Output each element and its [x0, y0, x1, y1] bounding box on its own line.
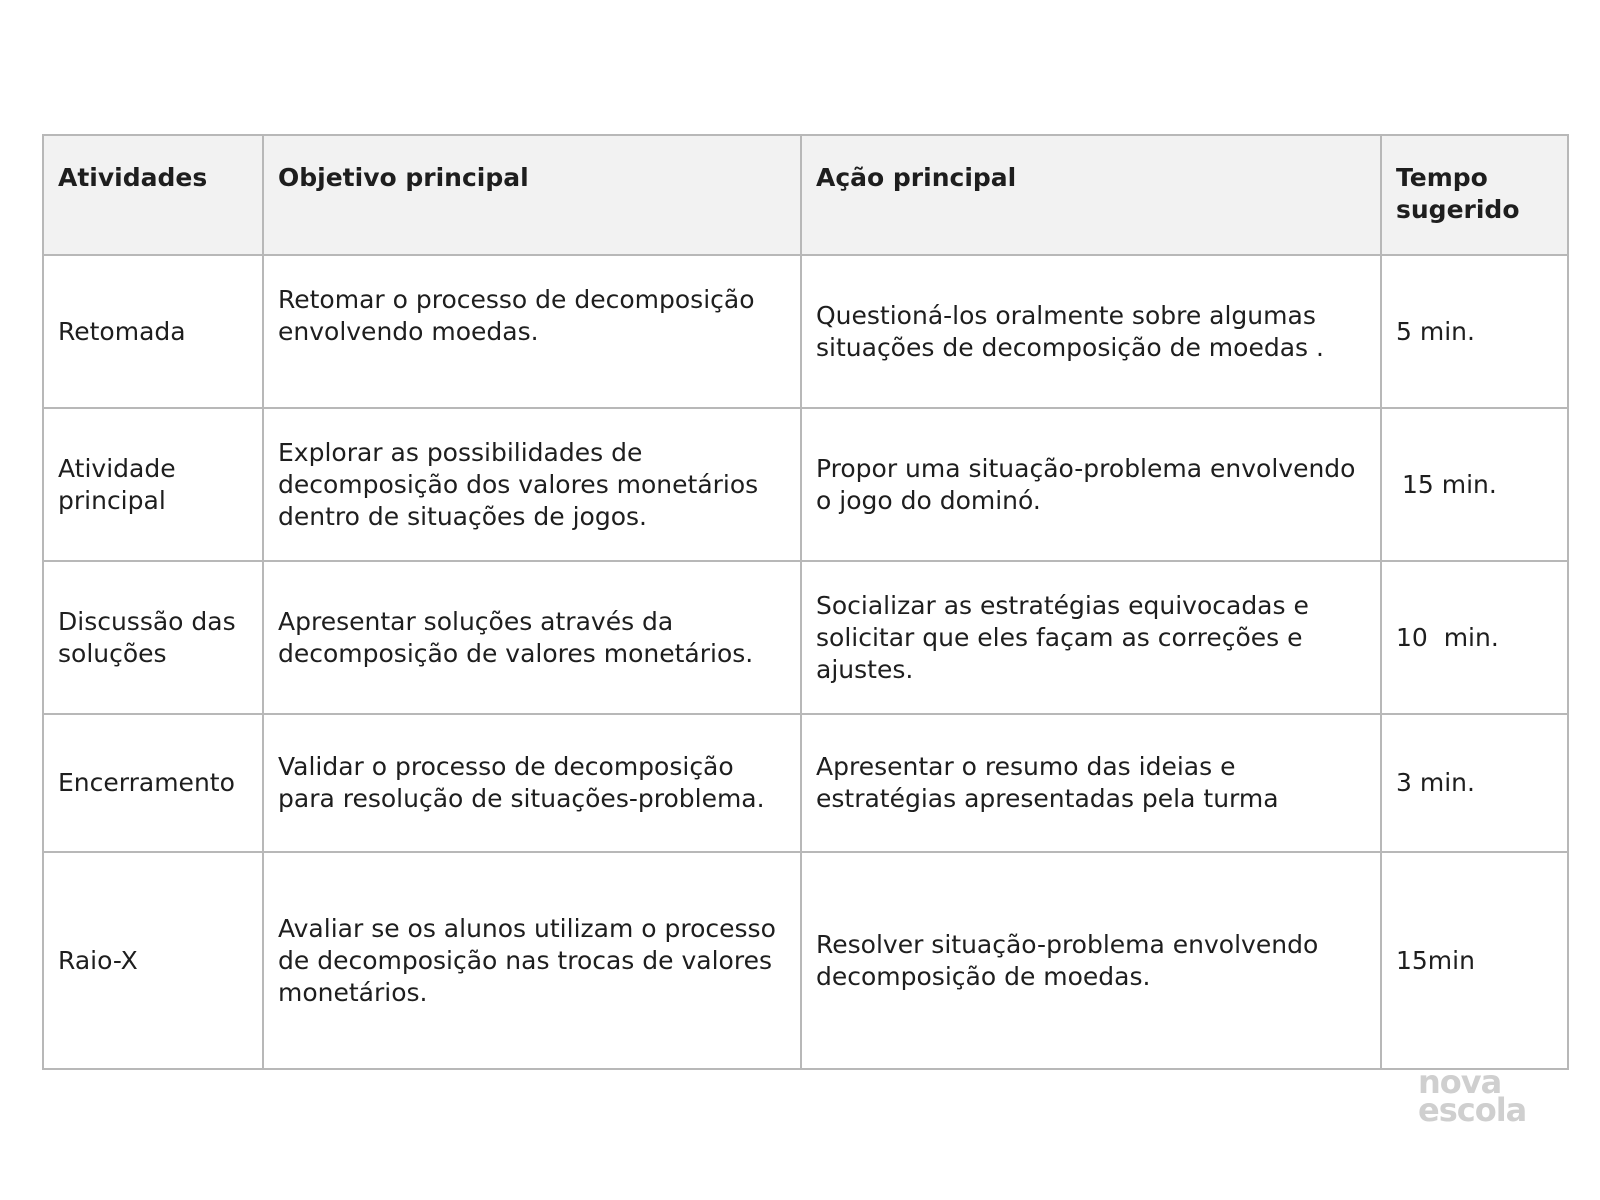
logo-line-2: escola	[1418, 1091, 1527, 1129]
table-row	[43, 408, 1568, 561]
header-acao: Ação principal	[801, 135, 1381, 255]
cell-tempo: 10 min.	[1381, 561, 1568, 714]
cell-acao: Socializar as estratégias equivocadas e solicitar que eles façam as correções e ajustes.	[801, 561, 1381, 714]
header-objetivo: Objetivo principal	[263, 135, 801, 255]
table-row	[43, 714, 1568, 852]
table-row	[43, 852, 1568, 1069]
cell-acao: Questioná-los oralmente sobre algumas situações de decomposição de moedas .	[801, 255, 1381, 408]
logo-line-1: nova	[1418, 1063, 1502, 1101]
nova-escola-logo	[1418, 1063, 1538, 1129]
cell-objetivo: Explorar as possibilidades de decomposição dos valores monetários dentro de situações de jogos.	[263, 408, 801, 561]
cell-atividade: Raio-X	[43, 852, 263, 1069]
cell-acao: Propor uma situação-problema envolvendo o jogo do dominó.	[801, 408, 1381, 561]
cell-atividade: Discussão das soluções	[43, 561, 263, 714]
cell-tempo: 5 min.	[1381, 255, 1568, 408]
header-tempo: Tempo sugerido	[1381, 135, 1568, 255]
cell-atividade: Retomada	[43, 255, 263, 408]
cell-atividade: Encerramento	[43, 714, 263, 852]
cell-tempo: 15 min.	[1381, 408, 1568, 561]
table-row	[43, 561, 1568, 714]
header-atividades: Atividades	[43, 135, 263, 255]
cell-objetivo: Avaliar se os alunos utilizam o processo de decomposição nas trocas de valores monetários.	[263, 852, 801, 1069]
cell-tempo: 15min	[1381, 852, 1568, 1069]
cell-atividade: Atividade principal	[43, 408, 263, 561]
cell-tempo: 3 min.	[1381, 714, 1568, 852]
table-header-row	[43, 135, 1568, 255]
cell-objetivo: Validar o processo de decomposição para resolução de situações-problema.	[263, 714, 801, 852]
table-row	[43, 255, 1568, 408]
lesson-plan-table	[42, 134, 1569, 1070]
cell-acao: Apresentar o resumo das ideias e estratégias apresentadas pela turma	[801, 714, 1381, 852]
cell-acao: Resolver situação-problema envolvendo decomposição de moedas.	[801, 852, 1381, 1069]
cell-objetivo: Retomar o processo de decomposição envolvendo moedas.	[263, 255, 801, 408]
cell-objetivo: Apresentar soluções através da decomposição de valores monetários.	[263, 561, 801, 714]
